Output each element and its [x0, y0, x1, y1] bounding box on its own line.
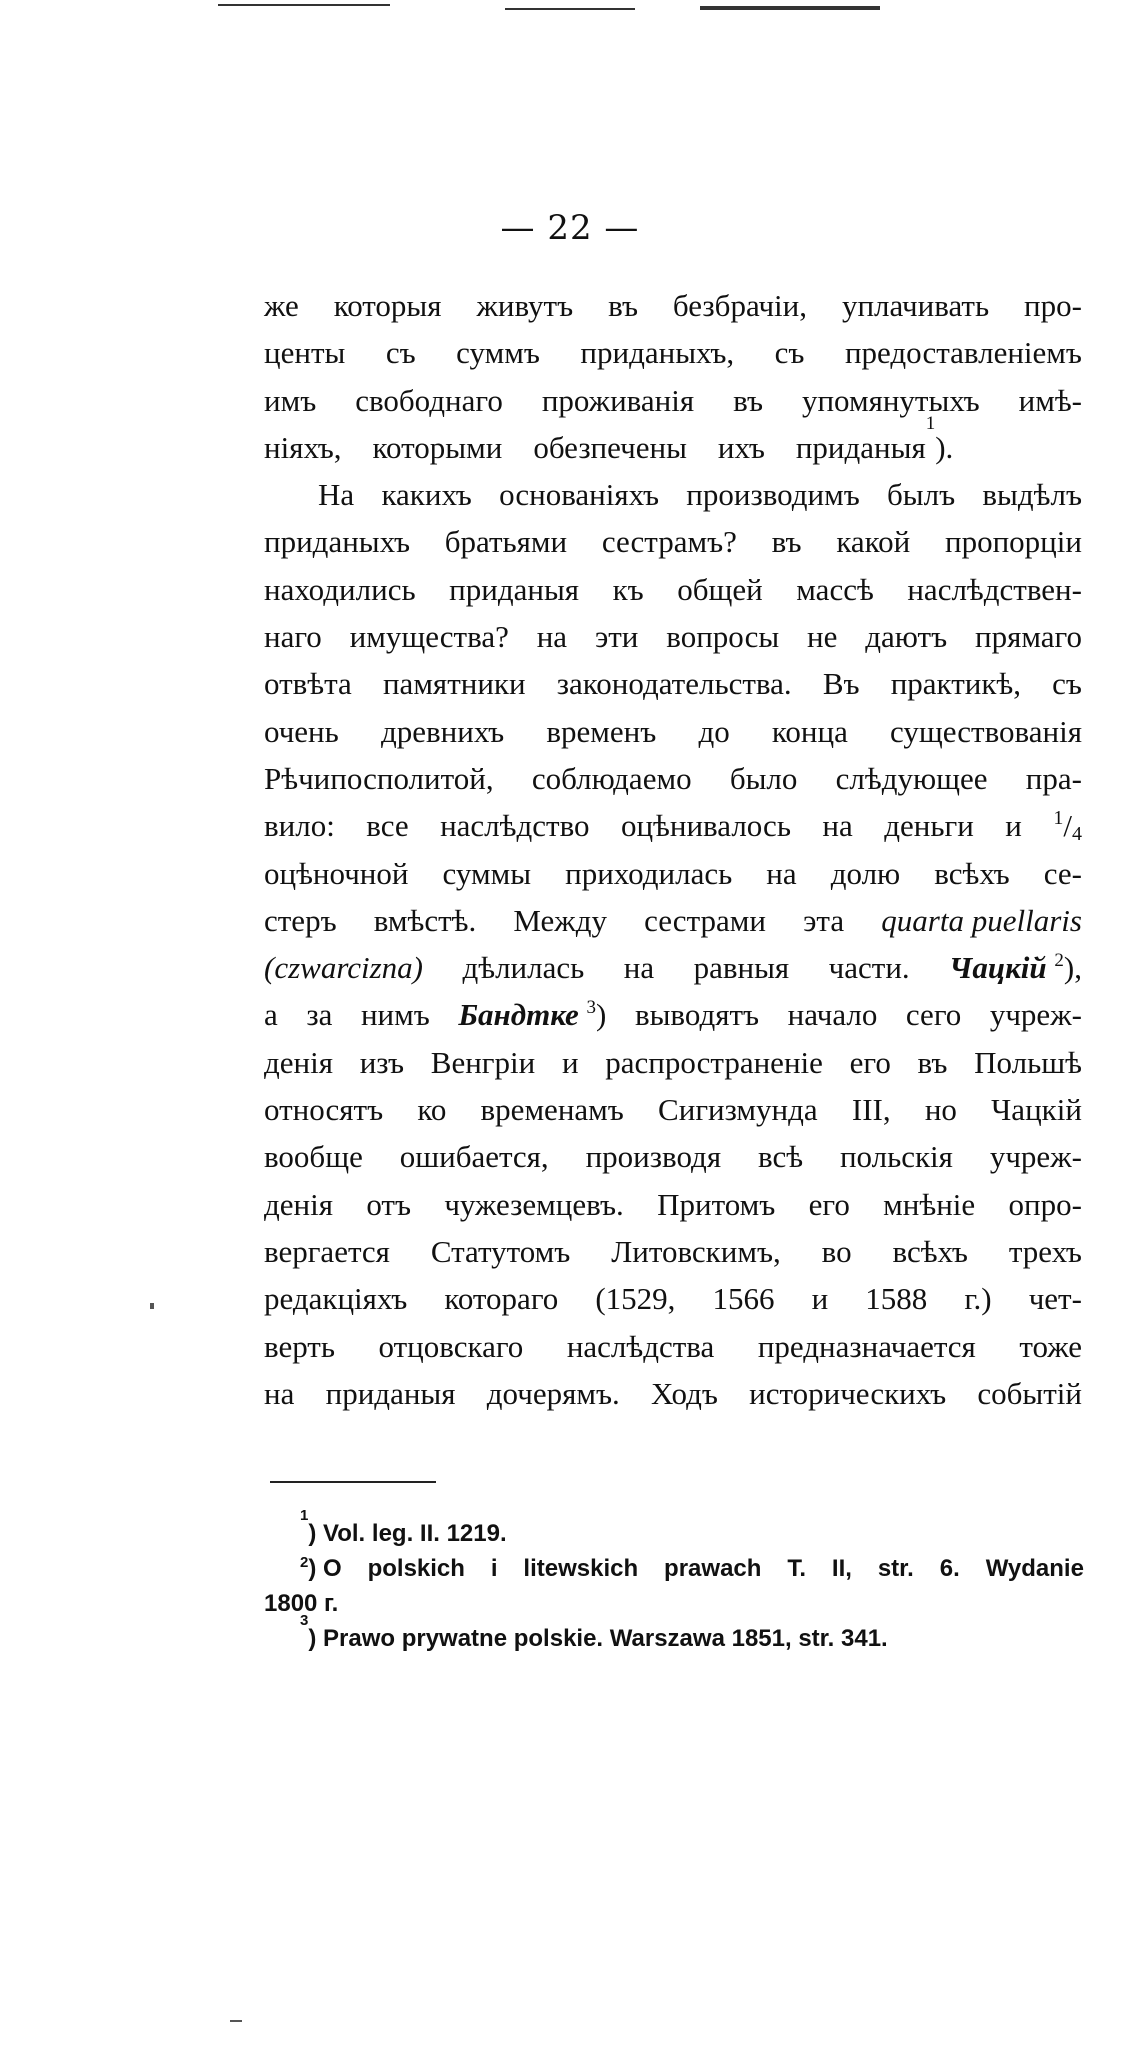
word: прямаго — [975, 619, 1082, 655]
word: сего — [905, 997, 962, 1033]
word: Ходъ — [651, 1375, 718, 1411]
fraction-numerator: 1 — [1053, 807, 1064, 830]
footnote-text: ) Vol. leg. II. 1219. — [308, 1520, 507, 1547]
word: массѣ — [796, 571, 874, 607]
word: Между — [513, 902, 607, 938]
word — [300, 1551, 342, 1586]
word: въ — [771, 524, 802, 560]
word: все — [366, 808, 409, 844]
word: сестрами — [644, 902, 766, 938]
word: Wydanie — [985, 1555, 1084, 1582]
word: эта — [803, 902, 845, 938]
footnote-separator — [270, 1481, 436, 1483]
word: въ — [608, 288, 638, 323]
word: братьями — [444, 524, 568, 560]
word: которыя — [333, 288, 442, 323]
footnote-mark: 1 — [300, 1507, 309, 1524]
word: наго — [264, 619, 322, 655]
footnote-3 — [264, 1612, 1084, 1656]
word: polskich — [367, 1555, 465, 1582]
footnote-text: 1800 г. — [264, 1590, 339, 1617]
word: тоже — [1019, 1328, 1082, 1364]
word: денія — [264, 1186, 333, 1222]
word: на — [264, 1375, 295, 1411]
word: суммъ — [456, 335, 540, 371]
word: III, — [851, 1092, 891, 1128]
word: приданыхъ — [264, 524, 410, 560]
fraction-denominator: 4 — [1071, 823, 1082, 846]
word: приданыя — [449, 571, 580, 607]
word: а — [264, 997, 278, 1033]
text-line — [264, 1228, 1082, 1275]
word: на — [766, 855, 797, 891]
text-line — [264, 1275, 1082, 1322]
text-line — [264, 850, 1082, 897]
word: пра- — [1025, 760, 1082, 796]
text-line — [264, 660, 1082, 707]
text-line — [264, 755, 1082, 802]
word: распространеніе — [605, 1044, 823, 1080]
footnote-mark: 3 — [300, 1612, 309, 1629]
word: про- — [1024, 288, 1082, 323]
footnote-ref-close: ) — [596, 997, 607, 1033]
word: къ — [612, 571, 644, 607]
word: Въ — [822, 666, 860, 702]
word: упомянутыхъ — [801, 382, 980, 418]
word: имущества? — [349, 619, 509, 655]
word: верть — [264, 1328, 335, 1364]
text-line — [264, 518, 1082, 565]
word: событій — [977, 1375, 1082, 1411]
footnote-ref-close: ), — [1063, 950, 1082, 986]
text-line — [264, 329, 1082, 376]
word: временамъ — [480, 1092, 624, 1128]
word: наслѣдствен- — [907, 571, 1082, 607]
word: живутъ — [476, 288, 574, 323]
text-line — [264, 613, 1082, 660]
word: производя — [585, 1139, 722, 1175]
line-words: ніяхъ, которыми обезпечены ихъ приданыя — [264, 429, 926, 465]
footnote-ref-1: 1 — [925, 412, 936, 434]
word: вило: — [264, 808, 335, 844]
word: польскія — [839, 1139, 953, 1175]
word: 1566 — [712, 1281, 775, 1317]
word: приданыхъ, — [580, 335, 735, 371]
word: же — [264, 288, 299, 323]
word: на — [822, 808, 853, 844]
text-line — [264, 471, 1082, 518]
word: str. — [877, 1555, 914, 1582]
text-line — [264, 1133, 1082, 1180]
scan-speck — [150, 1303, 154, 1309]
word: уплачивать — [841, 288, 990, 323]
word: Чацкій — [991, 1092, 1082, 1128]
word: выдѣлъ — [982, 477, 1082, 513]
footnote-ref-2: 2 — [1054, 950, 1064, 972]
word: Статутомъ — [430, 1233, 571, 1269]
word: дочерямъ. — [486, 1375, 620, 1411]
word: было — [729, 760, 798, 796]
word: центы — [264, 335, 346, 371]
word: всѣ — [758, 1139, 804, 1175]
word: На — [318, 477, 355, 513]
word: чужеземцевъ. — [444, 1186, 624, 1222]
word: се- — [1043, 855, 1082, 891]
footnote-2-continuation — [264, 1586, 1084, 1621]
page-number: — 22 — — [500, 208, 640, 248]
author-czacki: Чацкій — [949, 950, 1047, 986]
word: г.) — [964, 1281, 992, 1317]
text-line — [264, 1370, 1082, 1417]
word: пропорціи — [945, 524, 1082, 560]
word: имъ — [264, 382, 317, 418]
word: на — [536, 619, 568, 655]
word: Польшѣ — [974, 1044, 1082, 1080]
word: ко — [417, 1092, 447, 1128]
word: былъ — [887, 477, 956, 513]
word: очень — [264, 713, 339, 749]
word: предназначается — [757, 1328, 976, 1364]
text-line — [264, 377, 1082, 424]
word: дѣлилась — [462, 950, 585, 986]
word: предоставленіемъ — [844, 335, 1082, 371]
word: опро- — [1008, 1186, 1082, 1222]
word: соблюдаемо — [531, 760, 692, 796]
text-line — [264, 1323, 1082, 1370]
author-czacki-citation — [949, 944, 1082, 991]
footnote-text: ) Prawo prywatne polskie. Warszawa 1851, str. 341. — [308, 1625, 888, 1652]
word: нимъ — [360, 997, 430, 1033]
word: оцѣнивалось — [620, 808, 791, 844]
text-line — [264, 897, 1082, 944]
text-line — [264, 708, 1082, 755]
polish-term-czwarcizna: (czwarcizna) — [264, 950, 423, 986]
word: учреж- — [989, 997, 1082, 1033]
word: учреж- — [989, 1139, 1082, 1175]
author-bandtke: Бандтке — [458, 997, 579, 1033]
word: редакціяхъ — [264, 1281, 408, 1317]
word: Сигизмунда — [658, 1092, 818, 1128]
text-line — [264, 1086, 1082, 1133]
word: и — [561, 1044, 579, 1080]
word: за — [306, 997, 333, 1033]
word: стеръ — [264, 902, 337, 938]
word: какихъ — [381, 477, 472, 513]
word: вергается — [264, 1233, 390, 1269]
word: находились — [264, 571, 416, 607]
word: памятники — [382, 666, 526, 702]
word: ошибается, — [399, 1139, 549, 1175]
author-bandtke-citation — [458, 991, 606, 1038]
word: эти — [594, 619, 639, 655]
footnote-ref-3: 3 — [586, 997, 597, 1019]
word: II, — [831, 1555, 852, 1582]
word: съ — [774, 335, 805, 371]
word: не — [807, 619, 838, 655]
word: свободнаго — [355, 382, 503, 418]
word: и — [811, 1281, 829, 1317]
word: основаніяхъ — [499, 477, 659, 513]
word: равныя — [693, 950, 790, 986]
word: безбрачіи, — [672, 288, 808, 323]
word: въ — [733, 382, 763, 418]
body-text — [264, 282, 1082, 1417]
word: даютъ — [865, 619, 948, 655]
word: Венгріи — [430, 1044, 536, 1080]
word: его — [808, 1186, 850, 1222]
word: съ — [385, 335, 416, 371]
word: (1529, — [595, 1281, 676, 1317]
footnotes — [264, 1507, 1084, 1656]
word: сестрамъ? — [601, 524, 737, 560]
word: вообще — [264, 1139, 363, 1175]
word: приданыя — [325, 1375, 456, 1411]
word: отцовскаго — [378, 1328, 524, 1364]
word: существованія — [890, 713, 1082, 749]
text-line — [264, 566, 1082, 613]
word: наслѣдство — [440, 808, 590, 844]
word: какой — [836, 524, 911, 560]
scan-artifact-middle — [505, 8, 635, 10]
fraction-slash: / — [1063, 808, 1072, 844]
word: котораго — [444, 1281, 559, 1317]
word: вопросы — [666, 619, 780, 655]
word: всѣхъ — [934, 855, 1010, 891]
word: общей — [677, 571, 763, 607]
word: части. — [828, 950, 910, 986]
word: съ — [1052, 666, 1082, 702]
word: 6. — [939, 1555, 960, 1582]
text-line — [264, 412, 1082, 471]
word: трехъ — [1008, 1233, 1082, 1269]
word: долю — [830, 855, 901, 891]
word: слѣдующее — [835, 760, 988, 796]
word: мнѣніе — [883, 1186, 976, 1222]
text-line — [264, 282, 1082, 329]
word: историческихъ — [749, 1375, 947, 1411]
footnote-mark: 2 — [300, 1554, 309, 1571]
fraction-one-quarter — [1053, 802, 1082, 849]
footnote-2 — [264, 1551, 1084, 1586]
footnote-1 — [264, 1507, 1084, 1551]
word: относятъ — [264, 1092, 384, 1128]
word: во — [821, 1233, 852, 1269]
word: денія — [264, 1044, 333, 1080]
word: законодательства. — [556, 666, 792, 702]
word: Притомъ — [657, 1186, 776, 1222]
word: Рѣчипосполитой, — [264, 760, 494, 796]
word: суммы — [442, 855, 532, 891]
word: его — [849, 1044, 891, 1080]
text-line — [264, 991, 1082, 1038]
word: но — [924, 1092, 957, 1128]
word: на — [623, 950, 655, 986]
word: начало — [787, 997, 878, 1033]
word: litewskich — [523, 1555, 639, 1582]
word: i — [490, 1555, 498, 1582]
word: практикѣ, — [890, 666, 1021, 702]
word: оцѣночной — [264, 855, 409, 891]
scan-artifact-left — [218, 4, 390, 6]
word: деньги — [884, 808, 974, 844]
text-line — [264, 1181, 1082, 1228]
word: выводятъ — [634, 997, 760, 1033]
word: проживанія — [541, 382, 695, 418]
word: 1588 — [865, 1281, 928, 1317]
word: производимъ — [686, 477, 860, 513]
text-line — [264, 1039, 1082, 1086]
footnote-text: ) O — [308, 1555, 342, 1582]
word: наслѣдства — [566, 1328, 715, 1364]
text-line — [264, 944, 1082, 991]
word: Литовскимъ, — [611, 1233, 781, 1269]
scan-artifact-right — [700, 6, 880, 10]
word: всѣхъ — [892, 1233, 968, 1269]
text-line — [264, 802, 1082, 849]
word: древнихъ — [380, 713, 505, 749]
word: и — [1005, 808, 1022, 844]
word: приходилась — [565, 855, 733, 891]
scan-speck — [230, 2020, 242, 2022]
word: T. — [787, 1555, 806, 1582]
word: до — [698, 713, 730, 749]
word: отъ — [366, 1186, 411, 1222]
word: имѣ- — [1018, 382, 1082, 418]
word: prawach — [664, 1555, 762, 1582]
word: чет- — [1028, 1281, 1082, 1317]
word: временъ — [546, 713, 657, 749]
word: конца — [771, 713, 848, 749]
word: изъ — [359, 1044, 405, 1080]
word: отвѣта — [264, 666, 352, 702]
word: въ — [917, 1044, 948, 1080]
footnote-ref-close: ). — [935, 429, 954, 465]
latin-term-quarta-puellaris: quarta puellaris — [881, 902, 1082, 938]
word: вмѣстѣ. — [373, 902, 477, 938]
